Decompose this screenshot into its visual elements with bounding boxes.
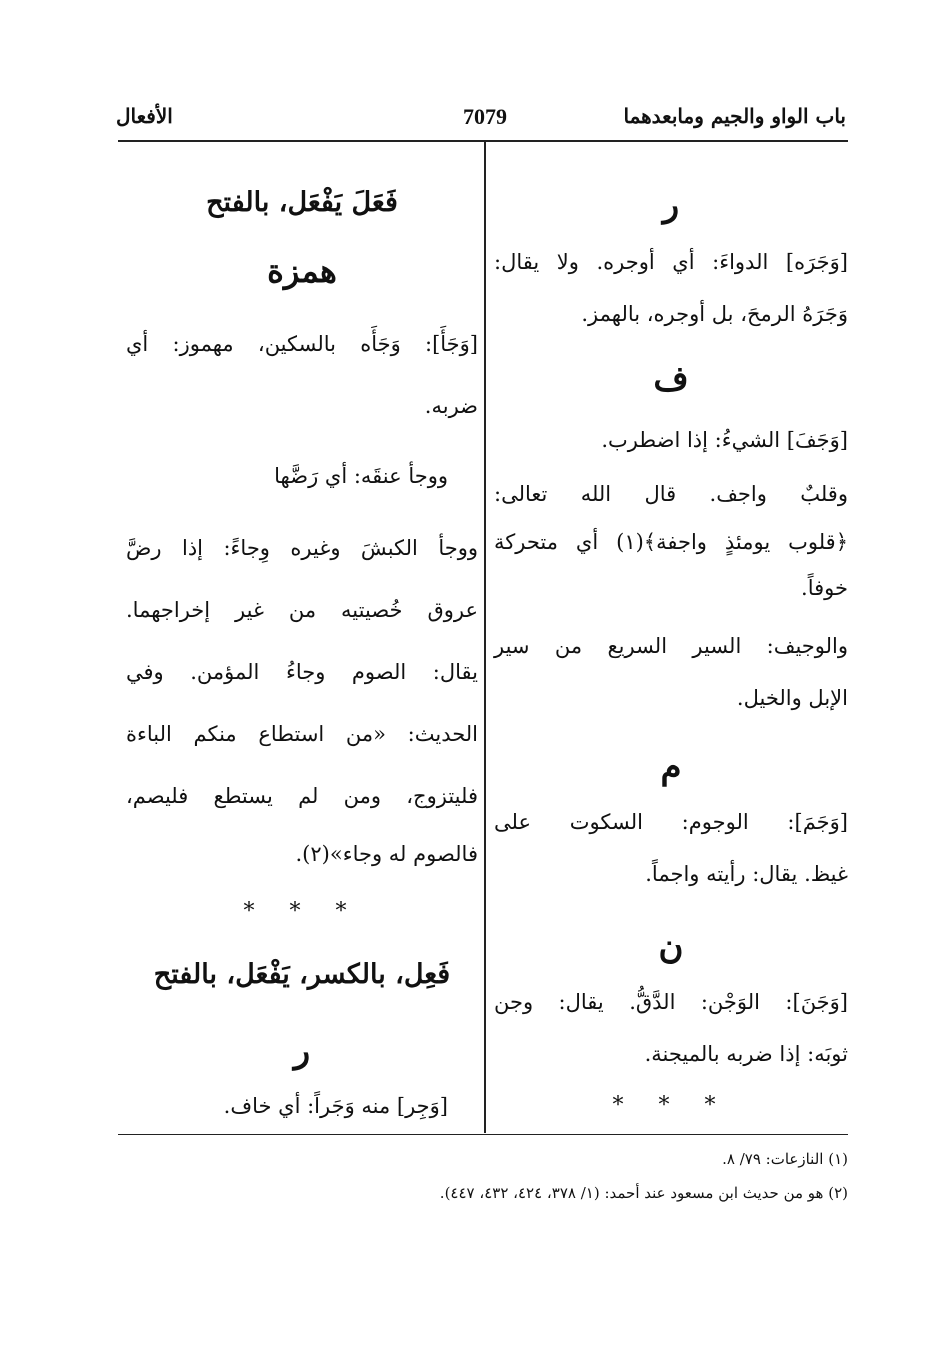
section-title: الأفعال <box>116 104 173 128</box>
entry-line: عروق خُصيتيه من غير إخراجهما. <box>126 598 478 622</box>
letter-heading-ra: ر <box>293 1031 311 1071</box>
footnote-rule <box>118 1134 848 1135</box>
entry-line: الإبل والخيل. <box>736 686 848 710</box>
hadith-line: فالصوم له وجاء»(٢). <box>295 842 478 866</box>
entry-line: [وَجَرَه] الدواءَ: أي أوجره. ولا يقال: <box>494 250 848 274</box>
pattern-heading: فَعَلَ يَفْعَل، بالفتح <box>206 187 398 218</box>
entry-line: ضربه. <box>424 394 478 418</box>
page-number: 7079 <box>463 104 507 129</box>
pattern-heading: فَعِل، بالكسر، يَفْعَل، بالفتح <box>153 959 451 990</box>
footnote-1: (١) النازعات: ٧٩/ ٨. <box>722 1150 848 1168</box>
letter-heading-nun: ن <box>658 927 684 967</box>
hamza-heading: همزة <box>267 252 337 290</box>
entry-line: [وَجَفَ] الشيءُ: إذا اضطرب. <box>601 428 848 452</box>
entry-line: وقلبٌ واجف. قال الله تعالى: <box>494 482 848 506</box>
quran-verse-line: ﴿قلوب يومئذٍ واجفة﴾(١) أي متحركة <box>494 530 848 554</box>
entry-line: [وَجَأَ]: وَجَأَه بالسكين، مهموز: أي <box>126 332 478 356</box>
chapter-title: باب الواو والجيم ومابعدهما <box>623 104 846 128</box>
section-separator: * * * <box>612 1093 730 1118</box>
letter-heading-fa: ف <box>653 359 689 399</box>
entry-line: [وَجِر] منه وَجَراً: أي خاف. <box>223 1094 448 1118</box>
entry-line: غيظ. يقال: رأيته واجماً. <box>645 862 848 886</box>
column-divider <box>484 141 486 1133</box>
entry-line: والوجيف: السير السريع من سير <box>494 634 848 658</box>
entry-line: [وَجَنَ]: الوَجْن: الدَّقُّ. يقال: وجن <box>494 990 848 1014</box>
hadith-line: فليتزوج، ومن لم يستطع فليصم، <box>126 784 478 808</box>
hadith-line: الحديث: «من استطاع منكم الباءة <box>126 722 478 746</box>
footnote-2: (٢) هو من حديث ابن مسعود عند أحمد: (١/ ٣٧٨، ٤٢٤، ٤٣٢، ٤٤٧). <box>439 1184 848 1202</box>
entry-line: يقال: الصوم وجاءُ المؤمن. وفي <box>126 660 478 684</box>
entry-line: خوفاً. <box>801 576 848 600</box>
letter-heading-ra: ر <box>662 185 680 225</box>
entry-line: ووجأ عنقَه: أي رَضَّها <box>274 464 448 488</box>
letter-heading-mim: م <box>660 747 682 787</box>
section-separator: * * * <box>243 899 361 924</box>
entry-line: [وَجَمَ]: الوجوم: السكوت على <box>494 810 848 834</box>
entry-line: ووجأ الكبشَ وغيره وِجاءً: إذا رضَّ <box>126 536 478 560</box>
entry-line: ثوبَه: إذا ضربه بالميجنة. <box>644 1042 848 1066</box>
entry-line: وَجَرَهُ الرمحَ، بل أوجره، بالهمز. <box>581 302 848 326</box>
header-rule <box>118 140 848 142</box>
